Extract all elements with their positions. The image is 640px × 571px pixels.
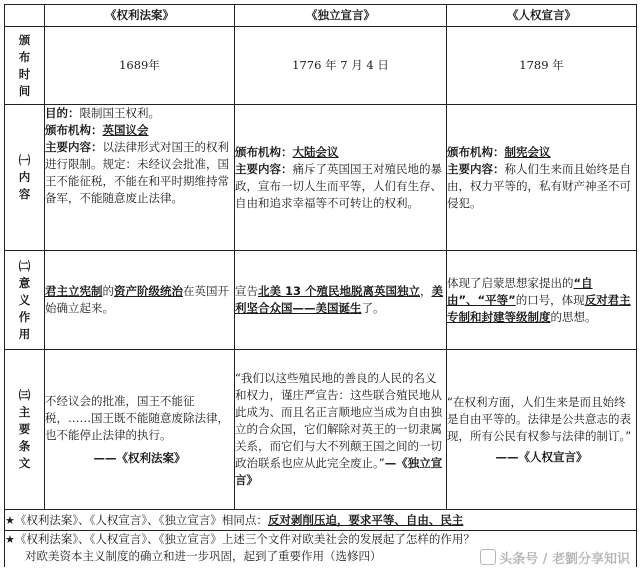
- row-label-content: ㈠ 内 容: [5, 105, 45, 251]
- header-declaration-rights: 《人权宣言》: [447, 5, 637, 27]
- content-rights: 颁布机构：制宪会议 主要内容：称人们生来而且始终是自由，权力平等的，私有财产神圣不可侵犯。: [447, 105, 637, 251]
- footer-row-1: ★《权利法案》、《人权宣言》、《独立宣言》相同点：反对剥削压迫，要求平等、自由、民主: [5, 510, 637, 531]
- significance-rights: 体现了启蒙思想家提出的“自由”、“平等”的口号，体现反对君主专制和封建等级制度的思想。: [447, 251, 637, 350]
- significance-bill: 君主立宪制的资产阶级统治在英国开始确立起来。: [45, 251, 235, 350]
- row-label-articles: ㈢ 主 要 条 文: [5, 350, 45, 510]
- header-corner: [5, 5, 45, 27]
- row-significance: [5, 251, 637, 350]
- year-bill: 1689年: [45, 27, 235, 105]
- watermark-icon: [480, 549, 496, 565]
- articles-bill: 不经议会的批准，国王不能征税，……国王既不能随意废除法律，也不能停止法律的执行。 ——《权利法案》: [45, 350, 235, 510]
- footer-row-2: ★《权利法案》、《人权宣言》、《独立宣言》上述三个文件对欧美社会的发展起了怎样的作用？ 对欧美资本主义制度的确立和进一步巩固，起到了重要作用（选修四）: [5, 531, 637, 568]
- year-rights: 1789 年: [447, 27, 637, 105]
- articles-decl: “我们以这些殖民地的善良的人民的名义和权力，谨庄严宣告：这些联合殖民地从此成为、而且名正言顺地应当成为自由独立的合众国，它们解除对英王的一切隶属关系，而它们与大不列颠王国之间的一切政治联系也应从此完全废止。”—《独立宣言》: [235, 350, 447, 510]
- row-label-significance: ㈡ 意 义 作 用: [5, 251, 45, 350]
- content-bill: 目的：限制国王权利。 颁布机构：英国议会 主要内容：以法律形式对国王的权利进行限制。规定：未经议会批准，国王不能征税，不能在和平时期维持常备军，不能随意废止法律。: [45, 105, 235, 251]
- header-bill-of-rights: 《权利法案》: [45, 5, 235, 27]
- content-decl: 颁布机构：大陆会议 主要内容：痛斥了英国国王对殖民地的暴政，宣布一切人生而平等，人们有生存、自由和追求幸福等不可转让的权利。: [235, 105, 447, 251]
- significance-decl: 宣告北美 13 个殖民地脱离英国独立，美利坚合众国——美国诞生了。: [235, 251, 447, 350]
- comparison-table: [4, 4, 637, 567]
- year-decl: 1776 年 7 月 4 日: [235, 27, 447, 105]
- row-articles: [5, 350, 637, 510]
- header-declaration-independence: 《独立宣言》: [235, 5, 447, 27]
- row-content: [5, 105, 637, 251]
- header-row: [5, 5, 637, 27]
- row-time: [5, 27, 637, 105]
- articles-rights: “在权利方面，人们生来是而且始终是自由平等的。法律是公共意志的表现，所有公民有权参与法律的制订。” ——《人权宣言》: [447, 350, 637, 510]
- row-label-time: 颁 布 时 间: [5, 27, 45, 105]
- watermark: 头条号 / 老劉分享知识: [480, 548, 630, 567]
